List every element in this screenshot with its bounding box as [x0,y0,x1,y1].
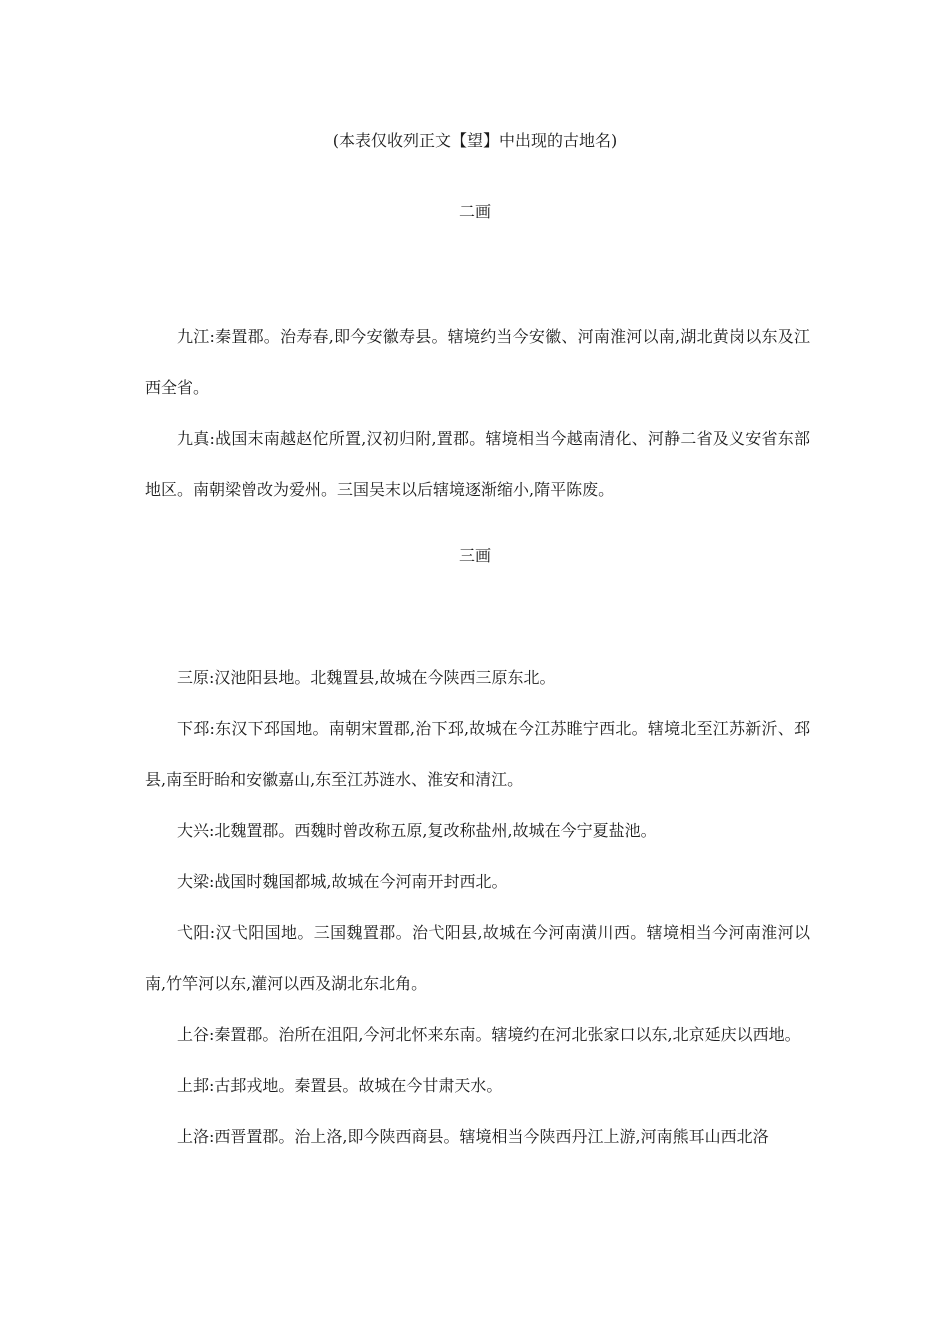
entry-jiuzhen: 九真:战国末南越赵佗所置,汉初归附,置郡。辖境相当今越南清化、河静二省及义安省东部地区。南朝梁曾改为爱州。三国吴末以后辖境逐渐缩小,隋平陈废。 [145,429,810,499]
entry-sanyuan: 三原:汉池阳县地。北魏置县,故城在今陕西三原东北。 [177,668,556,687]
entry-shanggu: 上谷:秦置郡。治所在沮阳,今河北怀来东南。辖境约在河北张家口以东,北京延庆以西地。 [177,1025,801,1044]
section-three-strokes [145,652,810,1162]
entry-yiyang: 弋阳:汉弋阳国地。三国魏置郡。治弋阳县,故城在今河南潢川西。辖境相当今河南淮河以南,竹竿河以东,灌河以西及湖北东北角。 [145,923,810,993]
section-heading-three-strokes: 三画 [458,546,491,565]
entry-shanggui: 上邽:古邽戎地。秦置县。故城在今甘肃天水。 [177,1076,503,1095]
section-two-strokes [145,311,810,515]
entry-daliang: 大梁:战国时魏国都城,故城在今河南开封西北。 [177,872,508,891]
section-heading-two-strokes: 二画 [458,202,491,221]
entry-xiapi: 下邳:东汉下邳国地。南朝宋置郡,治下邳,故城在今江苏睢宁西北。辖境北至江苏新沂、邳县,南至盱眙和安徽嘉山,东至江苏涟水、淮安和清江。 [145,719,810,789]
entry-daxing: 大兴:北魏置郡。西魏时曾改称五原,复改称盐州,故城在今宁夏盐池。 [177,821,657,840]
entry-shangluo: 上洛:西晋置郡。治上洛,即今陕西商县。辖境相当今陕西丹江上游,河南熊耳山西北洛 [177,1127,769,1146]
entry-jiujiang: 九江:秦置郡。治寿春,即今安徽寿县。辖境约当今安徽、河南淮河以南,湖北黄岗以东及江西全省。 [145,327,810,397]
table-scope-note: (本表仅收列正文【望】中出现的古地名) [332,131,618,150]
